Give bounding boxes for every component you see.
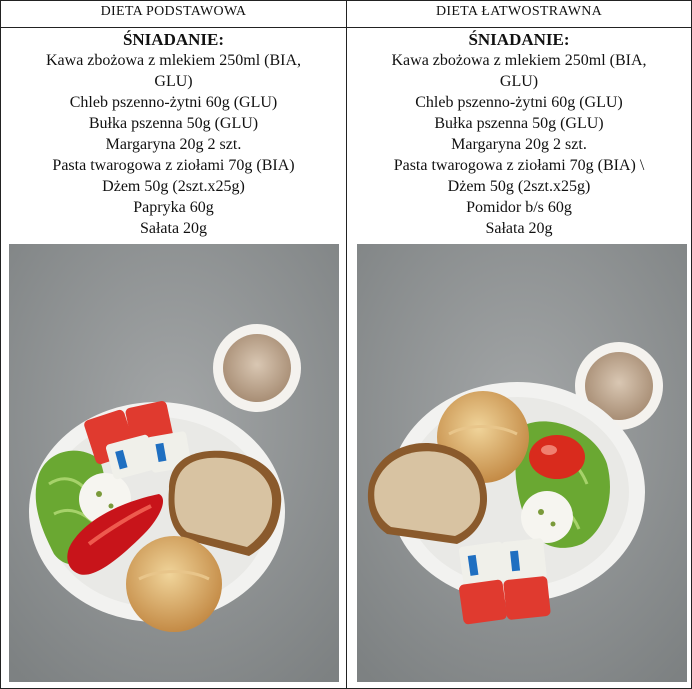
- meal-photo-easy-digest-illustration: [357, 244, 687, 682]
- cheese-paste: [521, 491, 573, 543]
- tomato: [529, 435, 585, 479]
- meal-title: ŚNIADANIE:: [468, 30, 570, 49]
- meal-photo-basic-illustration: [9, 244, 339, 682]
- menu-item: Bułka pszenna 50g (GLU): [88, 115, 259, 132]
- menu-item: Pasta twarogowa z ziołami 70g (BIA) \: [393, 157, 645, 174]
- jam-pack: [458, 579, 507, 625]
- column-header: DIETA ŁATWOSTRAWNA: [435, 4, 603, 19]
- menu-item: Chleb pszenno-żytni 60g (GLU): [415, 94, 623, 111]
- menu-item: Margaryna 20g 2 szt.: [105, 136, 242, 153]
- menu-item: Sałata 20g: [139, 220, 208, 237]
- menu-item: Pomidor b/s 60g: [466, 199, 572, 216]
- menu-item: Kawa zbożowa z mlekiem 250ml (BIA,: [391, 52, 647, 69]
- jam-pack: [503, 576, 551, 620]
- menu-list: [1, 29, 346, 239]
- menu-item: Sałata 20g: [485, 220, 553, 237]
- menu-item: Chleb pszenno-żytni 60g (GLU): [69, 94, 278, 111]
- meal-photo-easy-digest: [357, 244, 687, 682]
- coffee: [223, 334, 291, 402]
- menu-item: Margaryna 20g 2 szt.: [451, 136, 587, 153]
- menu-item: Bułka pszenna 50g (GLU): [434, 115, 604, 132]
- margarine-pack: [501, 538, 547, 582]
- menu-item: GLU): [154, 73, 193, 90]
- menu-item: GLU): [499, 73, 539, 90]
- menu-list: [347, 29, 691, 239]
- margarine-pack: [458, 541, 507, 587]
- menu-item: Papryka 60g: [133, 199, 214, 216]
- column-header: DIETA PODSTAWOWA: [100, 4, 247, 19]
- menu-item: Pasta twarogowa z ziołami 70g (BIA): [52, 157, 295, 174]
- menu-item: Dżem 50g (2szt.x25g): [102, 178, 245, 195]
- menu-item: Dżem 50g (2szt.x25g): [447, 178, 591, 195]
- meal-title: ŚNIADANIE:: [122, 30, 225, 49]
- menu-item: Kawa zbożowa z mlekiem 250ml (BIA,: [45, 52, 302, 69]
- meal-photo-basic: [9, 244, 339, 682]
- roll: [126, 536, 222, 632]
